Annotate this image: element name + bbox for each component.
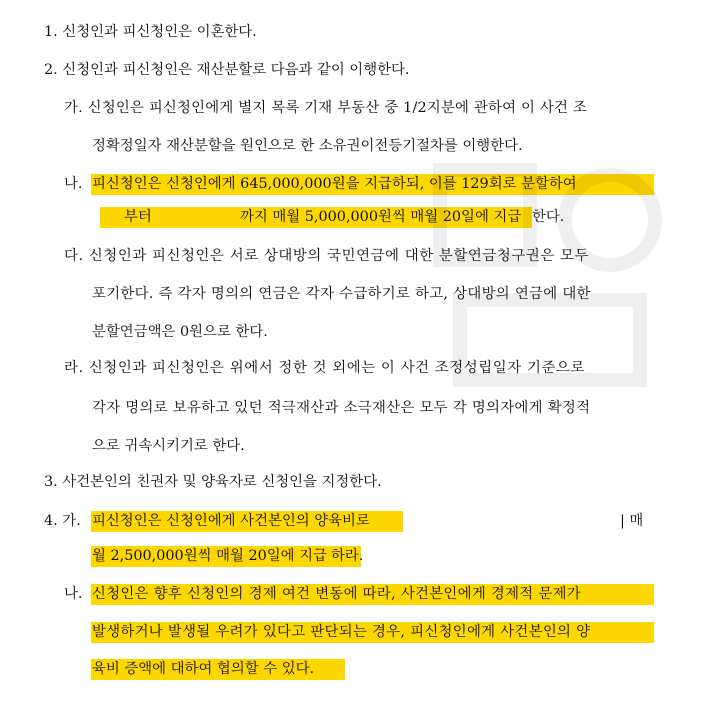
- item-4-na-marker: 나.: [64, 586, 83, 602]
- item-2-ga-line-1: 가. 신청인은 피신청인에게 별지 목록 기재 부동산 중 1/2지분에 관하여 이 사건 조: [64, 100, 587, 116]
- item-2-na-line-2-to: 까지 매월 5,000,000원씩 매월 20일에 지급: [240, 209, 522, 225]
- item-4-ga-line-2: 월 2,500,000원씩 매월 20일에 지급: [92, 548, 327, 564]
- item-4-na-line-2: 발생하거나 발생될 우려가 있다고 판단되는 경우, 피신청인에게 사건본인의 양: [92, 624, 591, 640]
- item-3: 3. 사건본인의 친권자 및 양육자로 신청인을 지정한다.: [44, 474, 382, 490]
- item-2-da-line-3: 분할연금액은 0원으로 한다.: [92, 324, 268, 340]
- item-2-ga-line-2: 정확정일자 재산분할을 원인으로 한 소유권이전등기절차를 이행한다.: [92, 138, 523, 154]
- item-2-ra-line-2: 각자 명의로 보유하고 있던 적극재산과 소극재산은 모두 각 명의자에게 확정적: [92, 400, 591, 416]
- item-2: 2. 신청인과 피신청인은 재산분할로 다음과 같이 이행한다.: [44, 62, 410, 78]
- item-2-da-line-2: 포기한다. 즉 각자 명의의 연금은 각자 수급하기로 하고, 상대방의 연금에 대한: [92, 286, 591, 302]
- item-2-na-line-1: 피신청인은 신청인에게 645,000,000원을 지급하되, 이를 129회로 분할하여: [92, 176, 577, 192]
- item-4-na-line-1: 신청인은 향후 신청인의 경제 여건 변동에 따라, 사건본인에게 경제적 문제가: [92, 586, 581, 602]
- item-4-ga-line-2-end: 하라.: [331, 548, 364, 564]
- item-2-na-marker: 나.: [64, 176, 83, 192]
- item-2-da-line-1: 다. 신청인과 피신청인은 서로 상대방의 국민연금에 대한 분할연금청구권은 모두: [64, 248, 590, 264]
- item-2-ra-line-3: 으로 귀속시키기로 한다.: [92, 438, 245, 454]
- item-4-ga-marker: 4. 가.: [44, 513, 81, 529]
- item-4-ga-line-1: 피신청인은 신청인에게 사건본인의 양육비로: [92, 513, 370, 529]
- item-2-na-line-2-end: 한다.: [532, 209, 565, 225]
- item-2-na-line-2-from: 부터: [124, 209, 152, 225]
- item-1: 1. 신청인과 피신청인은 이혼한다.: [44, 24, 257, 40]
- item-2-ra-line-1: 라. 신청인과 피신청인은 위에서 정한 것 외에는 이 사건 조정성립일자 기준으로: [64, 360, 585, 376]
- item-4-na-line-3: 육비 증액에 대하여 협의할 수 있다.: [92, 661, 315, 677]
- item-4-ga-line-1-end: | 매: [620, 513, 644, 529]
